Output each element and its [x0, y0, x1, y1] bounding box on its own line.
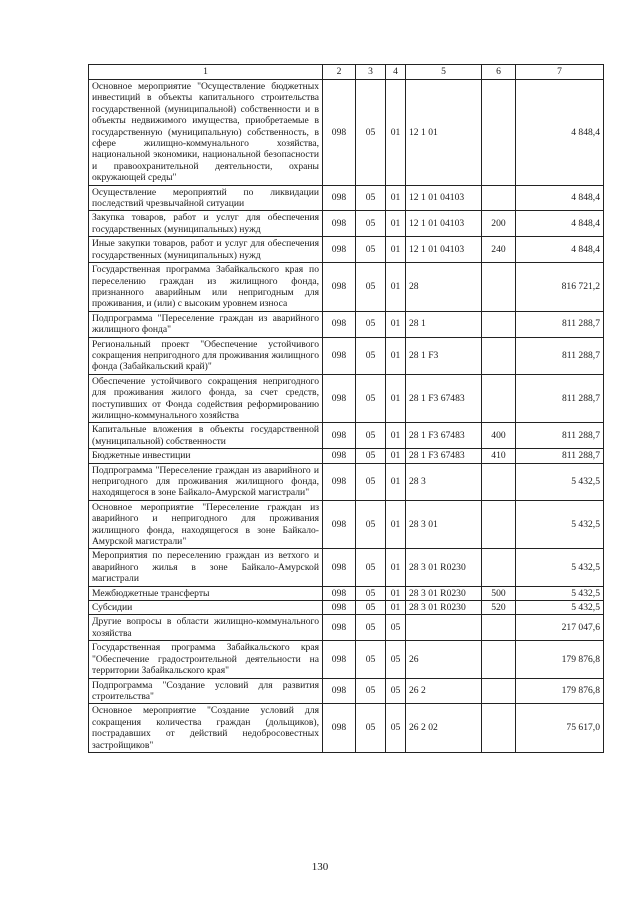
expense-type-code — [482, 615, 516, 641]
row-description: Капитальные вложения в объекты государственной (муниципальной) собственности — [89, 423, 323, 449]
expense-type-code: 520 — [482, 601, 516, 615]
expense-type-code: 240 — [482, 237, 516, 263]
table-row — [89, 211, 604, 237]
row-description: Основное мероприятие "Осуществление бюджетных инвестиций в объекты капитального строительства государственной (муниципальной) собственности и в объекты недвижимого имущества, приобретаемые в государственную (муниципальную) собственность, в сфере жилищно-коммунального хозяйства, национальной экономики, национальной безопасности и правоохранительной деятельности, охраны окружающей среды" — [89, 80, 323, 186]
subsection-code: 01 — [386, 185, 406, 211]
ministry-code: 098 — [323, 311, 356, 337]
section-code: 05 — [356, 311, 386, 337]
target-article-code: 12 1 01 — [406, 80, 482, 186]
subsection-code: 01 — [386, 211, 406, 237]
subsection-code: 05 — [386, 704, 406, 753]
ministry-code: 098 — [323, 601, 356, 615]
subsection-code: 01 — [386, 237, 406, 263]
row-description: Подпрограмма "Создание условий для развития строительства" — [89, 678, 323, 704]
section-code: 05 — [356, 237, 386, 263]
column-number: 3 — [356, 65, 386, 80]
subsection-code: 01 — [386, 374, 406, 423]
target-article-code: 28 3 01 — [406, 500, 482, 549]
target-article-code: 26 — [406, 641, 482, 678]
target-article-code: 12 1 01 04103 — [406, 211, 482, 237]
amount-value: 5 432,5 — [516, 601, 604, 615]
table-row — [89, 185, 604, 211]
amount-value: 75 617,0 — [516, 704, 604, 753]
subsection-code: 01 — [386, 423, 406, 449]
table-row — [89, 311, 604, 337]
table-row — [89, 704, 604, 753]
amount-value: 811 288,7 — [516, 337, 604, 374]
section-code: 05 — [356, 423, 386, 449]
row-description: Закупка товаров, работ и услуг для обеспечения государственных (муниципальных) нужд — [89, 211, 323, 237]
section-code: 05 — [356, 601, 386, 615]
page-number: 130 — [311, 861, 329, 873]
subsection-code: 01 — [386, 549, 406, 586]
target-article-code: 28 1 F3 67483 — [406, 449, 482, 463]
row-description: Субсидии — [89, 601, 323, 615]
row-description: Обеспечение устойчивого сокращения непригодного для проживания жилого фонда, за счет средств, поступивших от Фонда содействия реформированию жилищно-коммунального хозяйства — [89, 374, 323, 423]
amount-value: 5 432,5 — [516, 463, 604, 500]
target-article-code: 28 3 01 R0230 — [406, 601, 482, 615]
table-row — [89, 449, 604, 463]
subsection-code: 01 — [386, 500, 406, 549]
subsection-code: 01 — [386, 80, 406, 186]
amount-value: 816 721,2 — [516, 263, 604, 312]
target-article-code — [406, 615, 482, 641]
amount-value: 5 432,5 — [516, 549, 604, 586]
target-article-code: 12 1 01 04103 — [406, 185, 482, 211]
row-description: Бюджетные инвестиции — [89, 449, 323, 463]
target-article-code: 28 3 01 R0230 — [406, 586, 482, 600]
section-code: 05 — [356, 704, 386, 753]
ministry-code: 098 — [323, 549, 356, 586]
row-description: Государственная программа Забайкальского края "Обеспечение градостроительной деятельности на территории Забайкальского края" — [89, 641, 323, 678]
subsection-code: 01 — [386, 337, 406, 374]
table-row — [89, 263, 604, 312]
amount-value: 4 848,4 — [516, 237, 604, 263]
expense-type-code — [482, 678, 516, 704]
ministry-code: 098 — [323, 263, 356, 312]
ministry-code: 098 — [323, 423, 356, 449]
ministry-code: 098 — [323, 185, 356, 211]
ministry-code: 098 — [323, 678, 356, 704]
expense-type-code — [482, 311, 516, 337]
table-row — [89, 374, 604, 423]
column-number: 4 — [386, 65, 406, 80]
section-code: 05 — [356, 337, 386, 374]
target-article-code: 28 3 01 R0230 — [406, 549, 482, 586]
section-code: 05 — [356, 449, 386, 463]
column-number-row — [89, 65, 604, 80]
ministry-code: 098 — [323, 641, 356, 678]
table-row — [89, 500, 604, 549]
budget-table — [88, 64, 604, 753]
target-article-code: 28 1 F3 — [406, 337, 482, 374]
row-description: Подпрограмма "Переселение граждан из аварийного жилищного фонда" — [89, 311, 323, 337]
expense-type-code — [482, 463, 516, 500]
amount-value: 5 432,5 — [516, 586, 604, 600]
ministry-code: 098 — [323, 211, 356, 237]
ministry-code: 098 — [323, 500, 356, 549]
subsection-code: 01 — [386, 463, 406, 500]
expense-type-code: 200 — [482, 211, 516, 237]
amount-value: 4 848,4 — [516, 211, 604, 237]
amount-value: 811 288,7 — [516, 374, 604, 423]
expense-type-code — [482, 337, 516, 374]
table-row — [89, 237, 604, 263]
amount-value: 179 876,8 — [516, 678, 604, 704]
row-description: Региональный проект "Обеспечение устойчивого сокращения непригодного для проживания жилищного фонда (Забайкальский край)" — [89, 337, 323, 374]
row-description: Основное мероприятие "Создание условий для сокращения количества граждан (дольщиков), пострадавших от действий недобросовестных застройщиков" — [89, 704, 323, 753]
ministry-code: 098 — [323, 337, 356, 374]
row-description: Основное мероприятие "Переселение граждан из аварийного и непригодного для проживания жилищного фонда, находящегося в зоне Байкало-Амурской магистрали" — [89, 500, 323, 549]
column-number: 1 — [89, 65, 323, 80]
target-article-code: 28 1 F3 67483 — [406, 374, 482, 423]
expense-type-code — [482, 80, 516, 186]
column-number: 6 — [482, 65, 516, 80]
table-row — [89, 549, 604, 586]
column-number: 5 — [406, 65, 482, 80]
section-code: 05 — [356, 463, 386, 500]
section-code: 05 — [356, 263, 386, 312]
ministry-code: 098 — [323, 374, 356, 423]
target-article-code: 28 — [406, 263, 482, 312]
table-row — [89, 337, 604, 374]
subsection-code: 05 — [386, 678, 406, 704]
target-article-code: 26 2 — [406, 678, 482, 704]
target-article-code: 12 1 01 04103 — [406, 237, 482, 263]
amount-value: 217 047,6 — [516, 615, 604, 641]
amount-value: 4 848,4 — [516, 185, 604, 211]
target-article-code: 28 1 F3 67483 — [406, 423, 482, 449]
subsection-code: 01 — [386, 601, 406, 615]
row-description: Иные закупки товаров, работ и услуг для обеспечения государственных (муниципальных) нужд — [89, 237, 323, 263]
table-row — [89, 80, 604, 186]
column-number: 7 — [516, 65, 604, 80]
section-code: 05 — [356, 586, 386, 600]
row-description: Другие вопросы в области жилищно-коммунального хозяйства — [89, 615, 323, 641]
section-code: 05 — [356, 374, 386, 423]
ministry-code: 098 — [323, 586, 356, 600]
subsection-code: 01 — [386, 586, 406, 600]
target-article-code: 28 3 — [406, 463, 482, 500]
section-code: 05 — [356, 211, 386, 237]
ministry-code: 098 — [323, 237, 356, 263]
subsection-code: 01 — [386, 263, 406, 312]
amount-value: 811 288,7 — [516, 449, 604, 463]
subsection-code: 01 — [386, 449, 406, 463]
section-code: 05 — [356, 641, 386, 678]
table-row — [89, 615, 604, 641]
section-code: 05 — [356, 678, 386, 704]
expense-type-code — [482, 374, 516, 423]
expense-type-code — [482, 185, 516, 211]
row-description: Подпрограмма "Переселение граждан из аварийного и непригодного для проживания жилищного фонда, находящегося в зоне Байкало-Амурской магистрали" — [89, 463, 323, 500]
amount-value: 811 288,7 — [516, 423, 604, 449]
subsection-code: 01 — [386, 311, 406, 337]
expense-type-code — [482, 704, 516, 753]
table-row — [89, 463, 604, 500]
section-code: 05 — [356, 549, 386, 586]
ministry-code: 098 — [323, 615, 356, 641]
amount-value: 811 288,7 — [516, 311, 604, 337]
budget-page — [88, 64, 603, 753]
row-description: Мероприятия по переселению граждан из ветхого и аварийного жилья в зоне Байкало-Амурской магистрали — [89, 549, 323, 586]
expense-type-code — [482, 549, 516, 586]
expense-type-code: 500 — [482, 586, 516, 600]
expense-type-code — [482, 500, 516, 549]
subsection-code: 05 — [386, 641, 406, 678]
ministry-code: 098 — [323, 704, 356, 753]
table-row — [89, 601, 604, 615]
amount-value: 4 848,4 — [516, 80, 604, 186]
section-code: 05 — [356, 615, 386, 641]
table-row — [89, 641, 604, 678]
expense-type-code: 410 — [482, 449, 516, 463]
expense-type-code: 400 — [482, 423, 516, 449]
table-row — [89, 678, 604, 704]
target-article-code: 26 2 02 — [406, 704, 482, 753]
expense-type-code — [482, 263, 516, 312]
row-description: Осуществление мероприятий по ликвидации последствий чрезвычайной ситуации — [89, 185, 323, 211]
target-article-code: 28 1 — [406, 311, 482, 337]
column-number: 2 — [323, 65, 356, 80]
ministry-code: 098 — [323, 463, 356, 500]
subsection-code: 05 — [386, 615, 406, 641]
expense-type-code — [482, 641, 516, 678]
amount-value: 179 876,8 — [516, 641, 604, 678]
row-description: Государственная программа Забайкальского края по переселению граждан из жилищного фонда, признанного аварийным или непригодным для проживания, и (или) с высоким уровнем износа — [89, 263, 323, 312]
ministry-code: 098 — [323, 80, 356, 186]
section-code: 05 — [356, 500, 386, 549]
amount-value: 5 432,5 — [516, 500, 604, 549]
section-code: 05 — [356, 80, 386, 186]
section-code: 05 — [356, 185, 386, 211]
row-description: Межбюджетные трансферты — [89, 586, 323, 600]
table-row — [89, 423, 604, 449]
table-row — [89, 586, 604, 600]
ministry-code: 098 — [323, 449, 356, 463]
